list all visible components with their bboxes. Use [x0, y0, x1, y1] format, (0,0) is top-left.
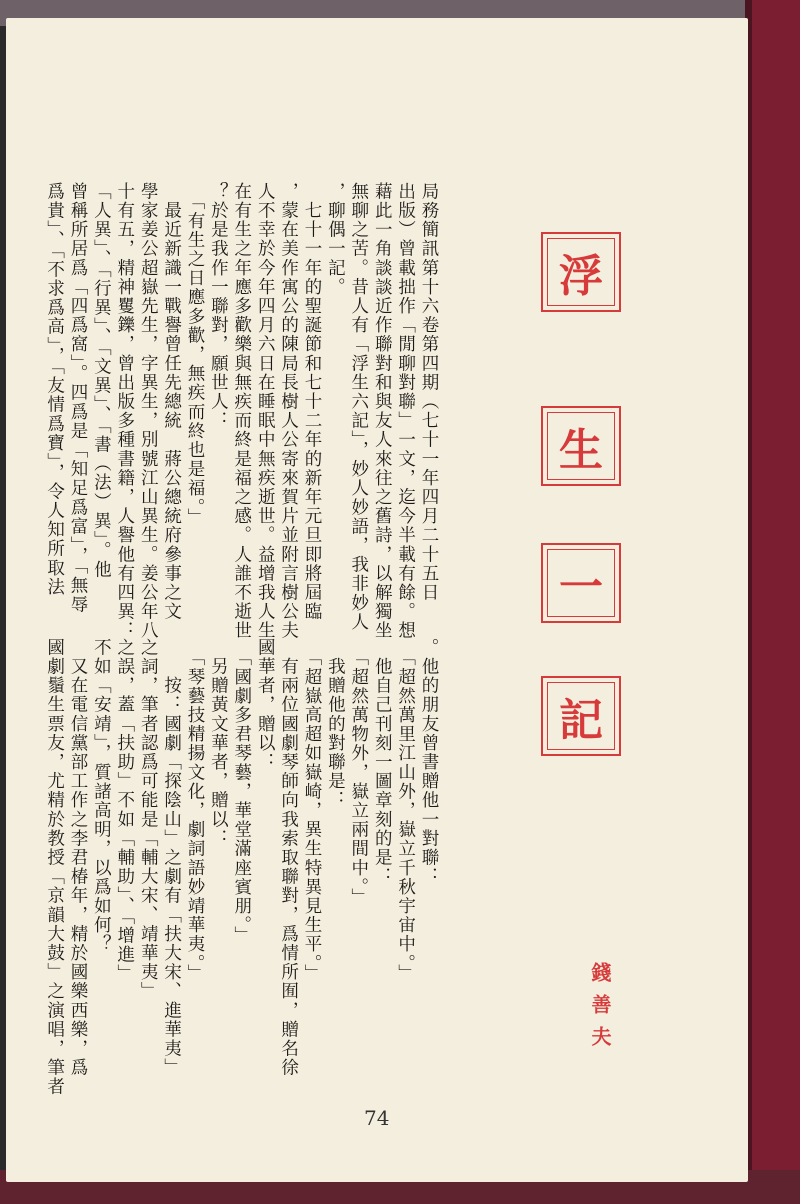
text-column: 不如「安靖」，質諸高明，以爲如何？ — [91, 638, 112, 954]
text-column: 我贈他的對聯是： — [325, 638, 346, 810]
text-column: 他自己刊刻一圖章刻的是： — [372, 638, 393, 887]
text-column: 。他的朋友曾書贈他一對聯： — [419, 638, 439, 887]
title-char-3: 一 — [541, 543, 621, 623]
text-column: 無聊之苦。昔人有「浮生六記」，妙人妙語，我非妙人 — [348, 182, 369, 632]
text-column: 又在電信黨部工作之李君椿年，精於國樂西樂，爲 — [68, 638, 88, 1078]
text-column: 人不幸於今年四月六日在睡眠中無疾逝世。益增我人生 — [255, 182, 276, 641]
text-column: 有兩位國劇琴師向我索取聯對，爲情所囿，贈名徐 — [278, 638, 299, 1078]
title-char-1: 浮 — [541, 232, 621, 312]
text-column: 在有生之年應多歡樂與無疾而終是福之感。人誰不逝世 — [231, 182, 252, 641]
text-column: ，聊偶一記。 — [325, 182, 346, 297]
text-column: 國華者，贈以： — [255, 638, 276, 772]
text-column: 「有生之日應多歡，無疾而終也是福。」 — [185, 182, 205, 528]
text-column: 最近新識一戰譽曾任先總統 蔣公總統府參事之文 — [161, 182, 182, 622]
text-column: 之詞，筆者認爲可能是「輔大宋、靖華夷」 — [138, 638, 159, 1001]
text-column: 另贈黃文華者，贈以： — [208, 638, 229, 849]
text-column: ？於是我作一聯對，願世人： — [208, 182, 229, 431]
author-name: 錢善夫 — [588, 962, 612, 1058]
text-column: 爲貴」、「不求爲高」，「友情爲寶」，令人知所取法 — [44, 182, 65, 597]
text-column: 曾稱所居爲「四爲窩」。四爲是「知足爲富」，「無辱 — [68, 182, 88, 615]
text-column: 十有五，精神矍鑠，曾出版多種書籍，人譽他有四異： — [114, 182, 135, 641]
text-column: 學家姜公超嶽先生，字異生，別號江山異生。姜公年八 — [138, 182, 159, 641]
text-column: 局務簡訊第十六卷第四期（七十一年四月二十五日 — [419, 182, 439, 603]
text-column: 之誤，蓋「扶助」不如「輔助」、「增進」 — [114, 638, 135, 984]
text-column: 按：國劇「探陰山」之劇有「扶大宋、進華夷」 — [161, 638, 182, 1078]
title-char-4: 記 — [541, 676, 621, 756]
text-column: 出版）曾載拙作「閒聊對聯」一文，迄今半載有餘。想 — [395, 182, 416, 641]
text-column: 七十一年的聖誕節和七十二年的新年元旦即將屆臨 — [302, 182, 322, 622]
title-char-2: 生 — [541, 406, 621, 486]
text-column: 「國劇多君琴藝，華堂滿座賓朋。」 — [231, 638, 252, 946]
text-column: 藉此一角談談近作聯對和與友人來往之舊詩，以解獨坐 — [372, 182, 393, 641]
text-column: 「超然萬里江山外，嶽立千秋宇宙中。」 — [395, 638, 416, 984]
text-column: ，蒙在美作寓公的陳局長樹人公寄來賀片並附言樹公夫 — [278, 182, 299, 641]
book-page — [6, 18, 748, 1182]
text-column: 國劇鬚生票友，尤精於教授「京韻大鼓」之演唱，筆者 — [44, 638, 65, 1097]
book-spine — [752, 0, 800, 1204]
text-column: 「人異」、「行異」、「文異」、「書（法）異」。他 — [91, 182, 112, 580]
text-column: 「超嶽高超如嶽崎，異生特異見生平。」 — [302, 638, 322, 984]
page-number: 74 — [364, 1106, 390, 1130]
text-column: 「超然萬物外，嶽立兩間中。」 — [348, 638, 369, 907]
text-column: 「琴藝技精揚文化，劇詞語妙靖華夷。」 — [185, 638, 205, 984]
